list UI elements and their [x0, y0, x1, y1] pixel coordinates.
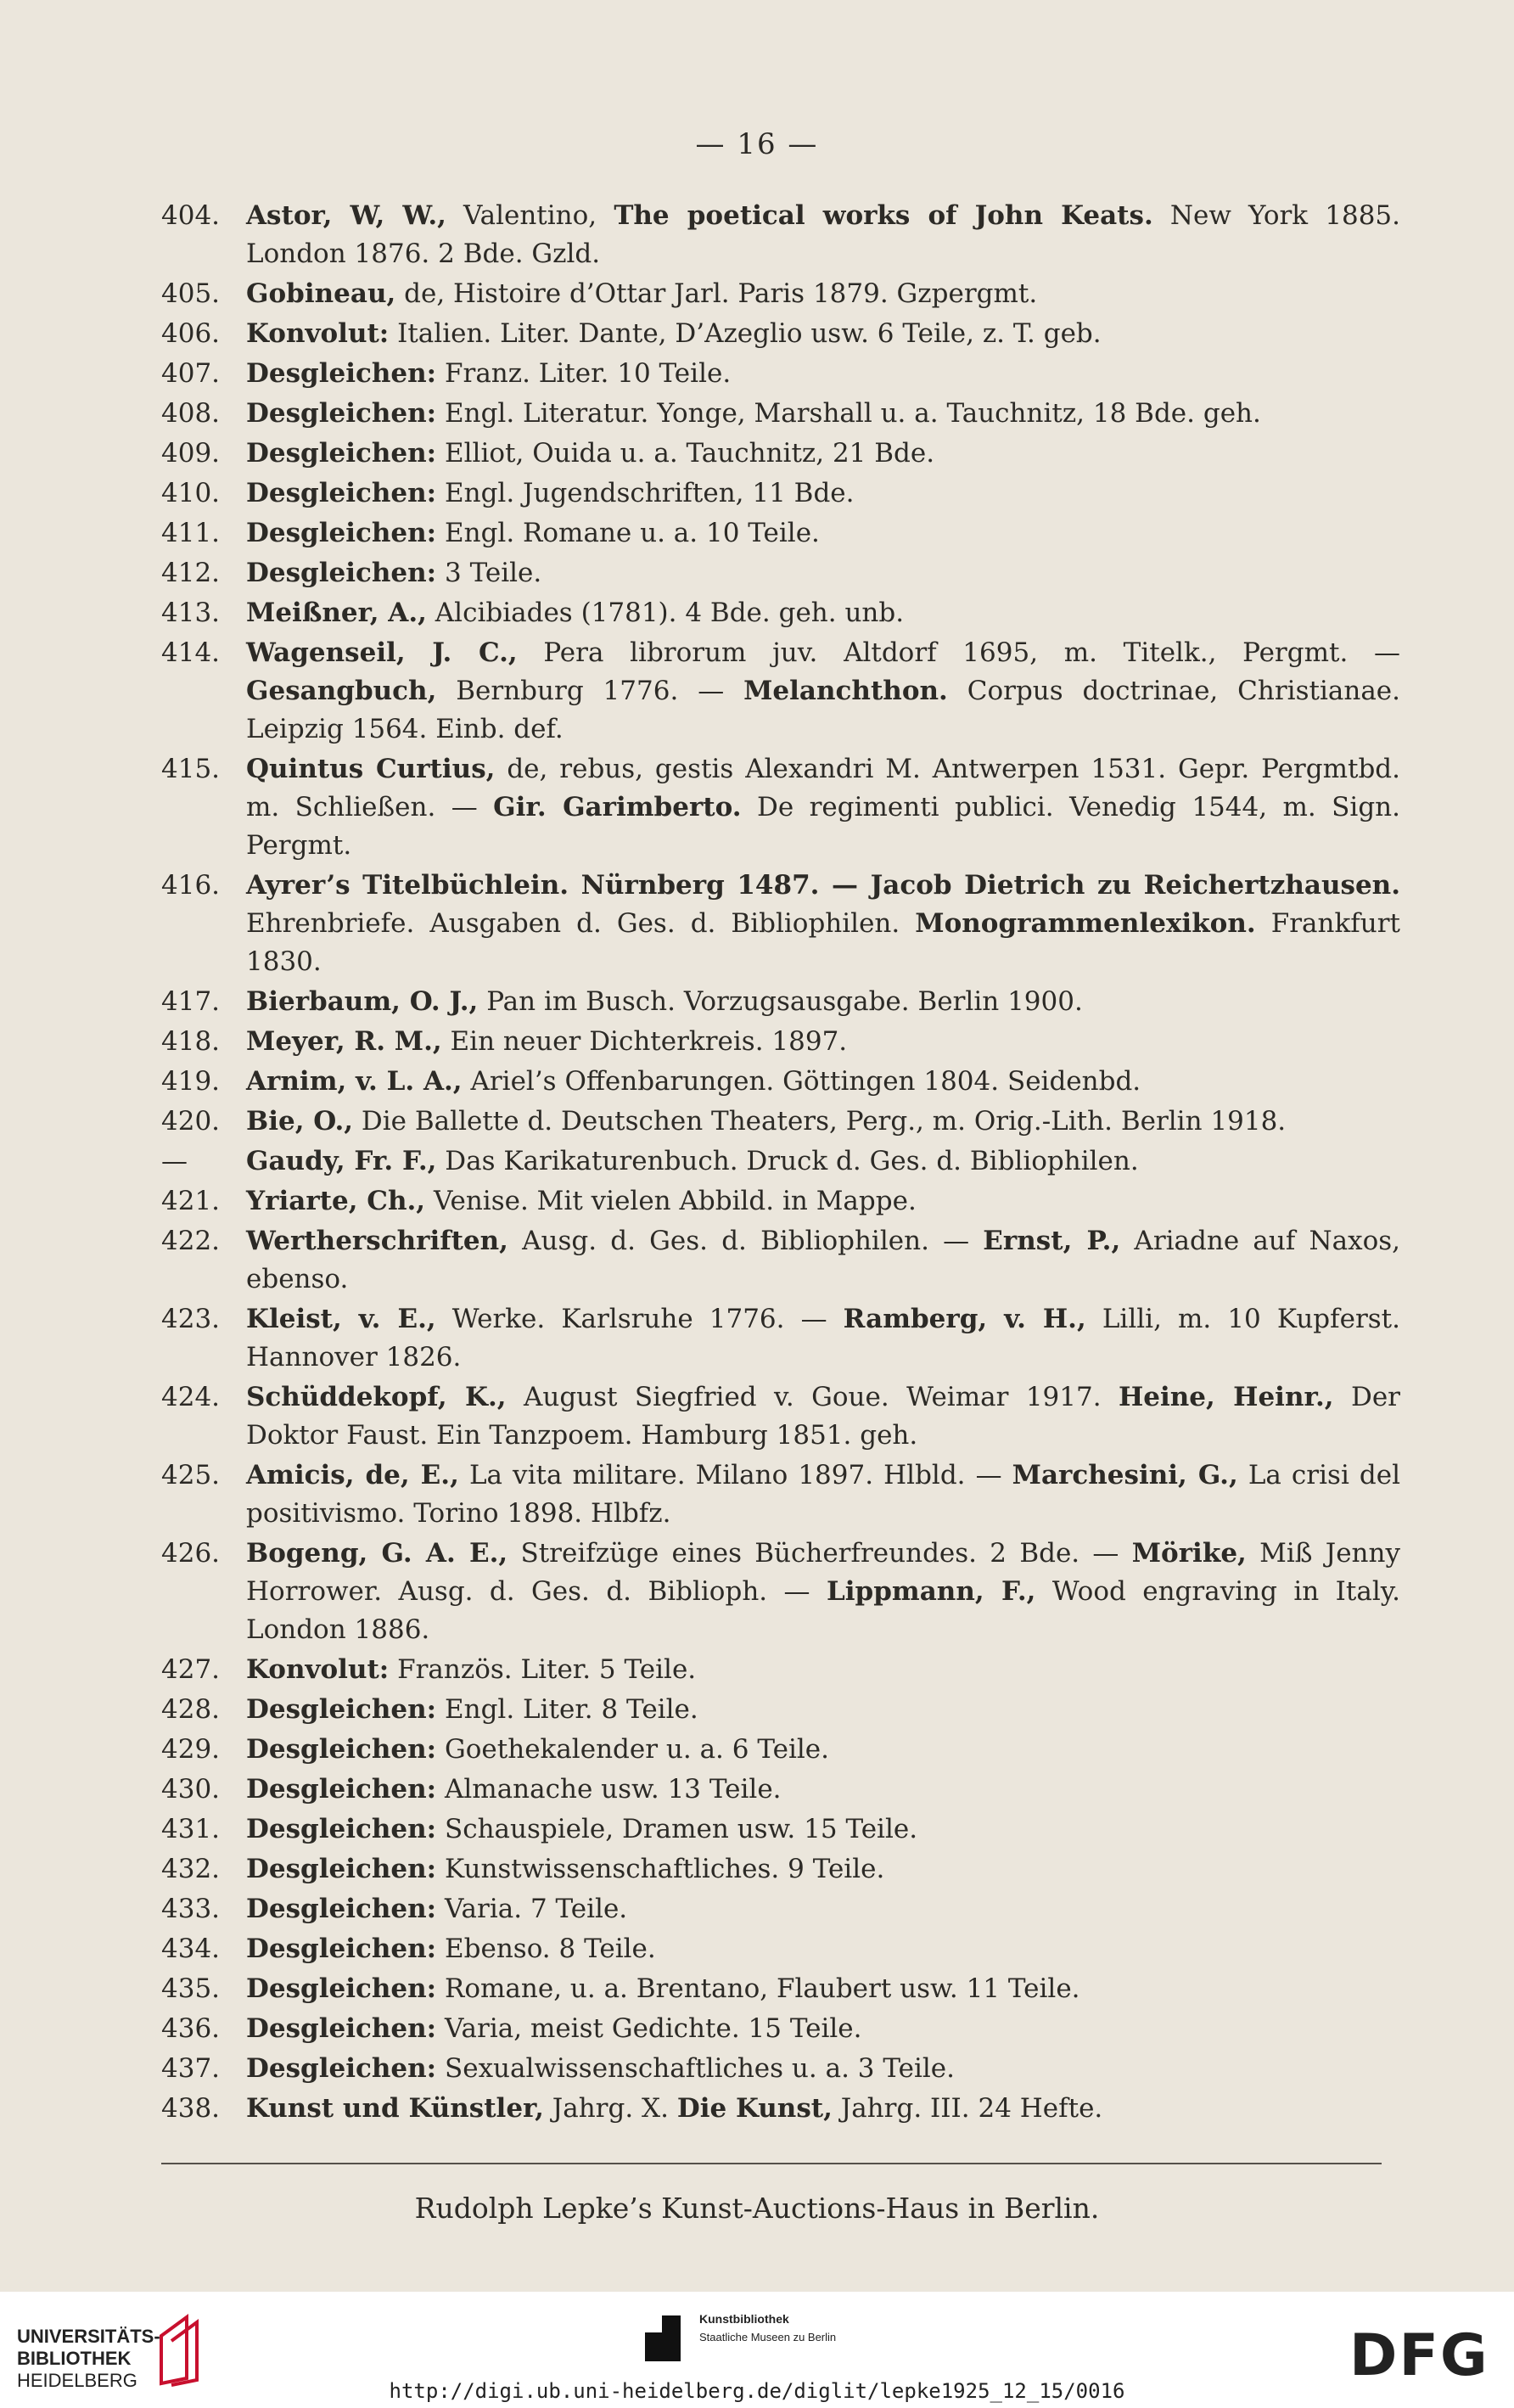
entry-segment: Valentino, — [446, 200, 614, 231]
entry-bold-segment: Kunst und Künstler, — [246, 2093, 544, 2124]
entry-segment: Französ. Liter. 5 Teile. — [389, 1654, 697, 1685]
entry-segment: Venise. Mit vielen Abbild. in Mappe. — [425, 1186, 917, 1216]
catalog-entry — [161, 867, 1400, 981]
publisher-footer: Rudolph Lepke’s Kunst-Auctions-Haus in Berlin. — [414, 2192, 1100, 2225]
entry-bold-segment: Konvolut: — [246, 1654, 390, 1685]
entry-bold-segment: Bierbaum, O. J., — [246, 986, 479, 1017]
permalink-url[interactable]: http://digi.ub.uni-heidelberg.de/diglit/lepke1925_12_15/0016 — [389, 2379, 1125, 2403]
catalog-entry — [161, 1691, 1400, 1729]
entry-segment: Ariadne auf Naxos, ebenso. — [246, 1226, 1400, 1294]
entry-bold-segment: Amicis, de, E., — [246, 1460, 459, 1490]
entry-number: 415. — [161, 754, 221, 784]
entry-segment: Varia. 7 Teile. — [436, 1894, 628, 1924]
page-number: — 16 — — [695, 127, 819, 161]
entry-segment: New York 1885. London 1876. 2 Bde. Gzld. — [246, 200, 1400, 269]
entry-number: 416. — [161, 870, 221, 901]
entry-text — [246, 315, 1400, 353]
catalog-entry — [161, 1890, 1400, 1928]
entry-segment: de, Histoire d’Ottar Jarl. Paris 1879. Gzpergmt. — [395, 278, 1038, 309]
entry-text — [246, 2010, 1400, 2048]
catalog-entry — [161, 1771, 1400, 1809]
entry-bold-segment: Bogeng, G. A. E., — [246, 1538, 508, 1569]
entry-number: 430. — [161, 1774, 221, 1805]
entry-bold-segment: Schüddekopf, K., — [246, 1382, 507, 1412]
entry-number: 424. — [161, 1382, 221, 1412]
catalog-entry — [161, 1378, 1400, 1455]
entry-number: 437. — [161, 2053, 221, 2084]
entry-segment: Frankfurt 1830. — [246, 908, 1400, 977]
entry-segment: Elliot, Ouida u. a. Tauchnitz, 21 Bde. — [436, 438, 935, 469]
entry-number: 414. — [161, 637, 221, 668]
catalog-entry — [161, 594, 1400, 632]
entry-text — [246, 1182, 1400, 1221]
entry-number: 420. — [161, 1106, 221, 1137]
entry-number: 434. — [161, 1934, 221, 1964]
entry-text — [246, 474, 1400, 513]
entry-segment: Engl. Romane u. a. 10 Teile. — [436, 518, 820, 548]
entry-number: 404. — [161, 200, 221, 231]
entry-text — [246, 1023, 1400, 1061]
entry-bold-segment: Desgleichen: — [246, 398, 437, 429]
entry-number: 438. — [161, 2093, 221, 2124]
entry-segment: Kunstwissenschaftliches. 9 Teile. — [436, 1854, 885, 1884]
entry-text — [246, 1810, 1400, 1849]
entry-text — [246, 1771, 1400, 1809]
entry-bold-segment: Kleist, v. E., — [246, 1304, 436, 1334]
catalog-entry — [161, 1930, 1400, 1968]
entry-bold-segment: Desgleichen: — [246, 478, 437, 508]
entry-bold-segment: Gesangbuch, — [246, 676, 437, 706]
kunstbibliothek-mark-icon — [645, 2315, 681, 2361]
catalog-entry — [161, 1457, 1400, 1533]
catalog-entry — [161, 1103, 1400, 1141]
entry-segment: Das Karikaturenbuch. Druck d. Ges. d. Bibliophilen. — [436, 1146, 1139, 1176]
footer-rule — [161, 2163, 1382, 2164]
entry-bold-segment: Wagenseil, J. C., — [246, 637, 518, 668]
catalog-entry — [161, 474, 1400, 513]
entry-segment: Wood engraving in Italy. London 1886. — [246, 1576, 1400, 1645]
entry-bold-segment: Yriarte, Ch., — [246, 1186, 426, 1216]
entry-text — [246, 1142, 1400, 1181]
entry-text — [246, 1300, 1400, 1377]
entry-segment: Lilli, m. 10 Kupferst. Hannover 1826. — [246, 1304, 1400, 1372]
entry-bold-segment: Lippmann, F., — [826, 1576, 1036, 1607]
entry-text — [246, 1890, 1400, 1928]
entry-text — [246, 554, 1400, 592]
entry-segment: Die Ballette d. Deutschen Theaters, Perg., m. Orig.-Lith. Berlin 1918. — [353, 1106, 1287, 1137]
kunstbibliothek-name: Kunstbibliothek — [699, 2312, 789, 2326]
entry-segment: Goethekalender u. a. 6 Teile. — [436, 1734, 829, 1765]
ub-logo-line-1: UNIVERSITÄTS- — [17, 2326, 160, 2347]
catalog-entry — [161, 395, 1400, 433]
entry-text — [246, 983, 1400, 1021]
catalog-entry — [161, 2010, 1400, 2048]
entry-segment: Ein neuer Dichterkreis. 1897. — [441, 1026, 848, 1057]
entry-segment: de, rebus, gestis Alexandri M. Antwerpen 1531. Gepr. Pergmtbd. m. Schließen. — — [246, 754, 1400, 822]
entry-text — [246, 395, 1400, 433]
entry-bold-segment: Astor, W, W., — [246, 200, 446, 231]
entry-segment: Engl. Literatur. Yonge, Marshall u. a. Tauchnitz, 18 Bde. geh. — [436, 398, 1261, 429]
catalog-entry — [161, 1182, 1400, 1221]
entry-bold-segment: Mörike, — [1131, 1538, 1247, 1569]
catalog-entry — [161, 634, 1400, 749]
entry-bold-segment: Desgleichen: — [246, 1814, 437, 1844]
entry-number: 433. — [161, 1894, 221, 1924]
entry-text — [246, 634, 1400, 749]
catalog-entry — [161, 1063, 1400, 1101]
entry-segment: August Siegfried v. Goue. Weimar 1917. — [506, 1382, 1119, 1412]
catalog-entry — [161, 1970, 1400, 2008]
entry-number: 423. — [161, 1304, 221, 1334]
entry-segment: Franz. Liter. 10 Teile. — [436, 358, 732, 389]
entry-text — [246, 750, 1400, 865]
catalog-entry — [161, 435, 1400, 473]
entry-segment: Ehrenbriefe. Ausgaben d. Ges. d. Bibliophilen. — [246, 908, 916, 939]
entry-number: 428. — [161, 1694, 221, 1725]
entry-bold-segment: Monogrammenlexikon. — [915, 908, 1256, 939]
entry-bold-segment: Desgleichen: — [246, 2013, 437, 2044]
entry-text — [246, 1457, 1400, 1533]
entry-bold-segment: Gir. Garimberto. — [493, 792, 742, 822]
catalog-entries — [161, 197, 1400, 2128]
catalog-entry — [161, 315, 1400, 353]
entry-bold-segment: Marchesini, G., — [1012, 1460, 1238, 1490]
entry-bold-segment: Heine, Heinr., — [1118, 1382, 1334, 1412]
entry-segment: 3 Teile. — [436, 558, 542, 588]
entry-number: 426. — [161, 1538, 221, 1569]
entry-number: 417. — [161, 986, 221, 1017]
entry-text — [246, 2090, 1400, 2128]
entry-text — [246, 2050, 1400, 2088]
entry-number: — — [161, 1146, 188, 1176]
entry-bold-segment: Ayrer’s Titelbüchlein. Nürnberg 1487. — Jacob Dietrich zu Reichertzhausen. — [246, 870, 1400, 901]
entry-text — [246, 1378, 1400, 1455]
entry-number: 419. — [161, 1066, 221, 1097]
entry-text — [246, 1063, 1400, 1101]
catalog-entry — [161, 1850, 1400, 1889]
entry-number: 427. — [161, 1654, 221, 1685]
entry-segment: Schauspiele, Dramen usw. 15 Teile. — [436, 1814, 918, 1844]
entry-text — [246, 1850, 1400, 1889]
entry-segment: Bernburg 1776. — — [436, 676, 744, 706]
kunstbibliothek-subtitle: Staatliche Museen zu Berlin — [699, 2331, 837, 2343]
entry-text — [246, 435, 1400, 473]
entry-bold-segment: Desgleichen: — [246, 1694, 437, 1725]
entry-number: 425. — [161, 1460, 221, 1490]
entry-segment: Sexualwissenschaftliches u. a. 3 Teile. — [436, 2053, 955, 2084]
entry-bold-segment: Desgleichen: — [246, 438, 437, 469]
catalog-entry — [161, 750, 1400, 865]
catalog-entry — [161, 275, 1400, 313]
entry-segment: Engl. Liter. 8 Teile. — [436, 1694, 698, 1725]
catalog-entry — [161, 355, 1400, 393]
catalog-entry — [161, 1651, 1400, 1689]
entry-bold-segment: Wertherschriften, — [246, 1226, 508, 1256]
entry-segment: Romane, u. a. Brentano, Flaubert usw. 11 Teile. — [436, 1973, 1080, 2004]
catalog-entry — [161, 2050, 1400, 2088]
catalog-entry — [161, 1300, 1400, 1377]
entry-segment: Almanache usw. 13 Teile. — [436, 1774, 782, 1805]
entry-number: 429. — [161, 1734, 221, 1765]
entry-number: 408. — [161, 398, 221, 429]
catalog-entry — [161, 1023, 1400, 1061]
ub-logo-line-2: BIBLIOTHEK — [17, 2348, 132, 2369]
catalog-entry — [161, 554, 1400, 592]
entry-segment: Der Doktor Faust. Ein Tanzpoem. Hamburg 1851. geh. — [246, 1382, 1400, 1451]
entry-number: 435. — [161, 1973, 221, 2004]
entry-bold-segment: Meißner, A., — [246, 598, 427, 628]
entry-segment: La vita militare. Milano 1897. Hlbld. — — [458, 1460, 1012, 1490]
entry-segment: Ebenso. 8 Teile. — [436, 1934, 656, 1964]
entry-bold-segment: Desgleichen: — [246, 1774, 437, 1805]
entry-segment: Italien. Liter. Dante, D’Azeglio usw. 6 Teile, z. T. geb. — [389, 318, 1102, 349]
entry-number: 413. — [161, 598, 221, 628]
entry-bold-segment: Gobineau, — [246, 278, 396, 309]
entry-number: 411. — [161, 518, 221, 548]
entry-text — [246, 1651, 1400, 1689]
catalog-entry — [161, 983, 1400, 1021]
entry-text — [246, 1222, 1400, 1299]
entry-bold-segment: Quintus Curtius, — [246, 754, 496, 784]
entry-text — [246, 1970, 1400, 2008]
entry-number: 409. — [161, 438, 221, 469]
entry-text — [246, 355, 1400, 393]
entry-segment: Jahrg. X. — [543, 2093, 677, 2124]
entry-bold-segment: Desgleichen: — [246, 1973, 437, 2004]
entry-bold-segment: Desgleichen: — [246, 1734, 437, 1765]
entry-text — [246, 514, 1400, 553]
entry-number: 405. — [161, 278, 221, 309]
entry-bold-segment: Die Kunst, — [676, 2093, 833, 2124]
entry-text — [246, 197, 1400, 273]
entry-number: 412. — [161, 558, 221, 588]
entry-number: 410. — [161, 478, 221, 508]
entry-text — [246, 594, 1400, 632]
entry-number: 422. — [161, 1226, 221, 1256]
catalog-entry — [161, 197, 1400, 273]
entry-segment: Jahrg. III. 24 Hefte. — [832, 2093, 1103, 2124]
entry-number: 432. — [161, 1854, 221, 1884]
entry-bold-segment: Desgleichen: — [246, 358, 437, 389]
entry-bold-segment: Ramberg, v. H., — [843, 1304, 1086, 1334]
catalog-entry — [161, 514, 1400, 553]
entry-number: 431. — [161, 1814, 221, 1844]
entry-text — [246, 275, 1400, 313]
entry-segment: Werke. Karlsruhe 1776. — — [435, 1304, 844, 1334]
ub-logo-mark-icon — [153, 2310, 212, 2387]
catalog-entry — [161, 1535, 1400, 1649]
entry-bold-segment: Melanchthon. — [743, 676, 948, 706]
entry-bold-segment: The poetical works of John Keats. — [614, 200, 1153, 231]
entry-number: 407. — [161, 358, 221, 389]
catalog-entry — [161, 1731, 1400, 1769]
entry-number: 418. — [161, 1026, 221, 1057]
entry-text — [246, 1103, 1400, 1141]
entry-segment: Ausg. d. Ges. d. Bibliophilen. — — [507, 1226, 984, 1256]
entry-bold-segment: Bie, O., — [246, 1106, 354, 1137]
catalog-entry — [161, 1222, 1400, 1299]
entry-segment: De regimenti publici. Venedig 1544, m. Sign. Pergmt. — [246, 792, 1400, 861]
dfg-logo[interactable]: DFG — [1349, 2322, 1489, 2389]
entry-bold-segment: Desgleichen: — [246, 518, 437, 548]
catalog-entry — [161, 1142, 1400, 1181]
entry-segment: Engl. Jugendschriften, 11 Bde. — [436, 478, 855, 508]
entry-bold-segment: Desgleichen: — [246, 1894, 437, 1924]
entry-text — [246, 1691, 1400, 1729]
entry-text — [246, 1930, 1400, 1968]
entry-bold-segment: Desgleichen: — [246, 1934, 437, 1964]
entry-segment: Varia, meist Gedichte. 15 Teile. — [436, 2013, 862, 2044]
entry-bold-segment: Desgleichen: — [246, 1854, 437, 1884]
entry-segment: Streifzüge eines Bücherfreundes. 2 Bde. — — [507, 1538, 1132, 1569]
entry-segment: Pera librorum juv. Altdorf 1695, m. Titelk., Pergmt. — — [517, 637, 1400, 668]
catalog-entry — [161, 2090, 1400, 2128]
entry-bold-segment: Desgleichen: — [246, 558, 437, 588]
entry-bold-segment: Konvolut: — [246, 318, 390, 349]
entry-number: 406. — [161, 318, 221, 349]
entry-segment: La crisi del positivismo. Torino 1898. Hlbfz. — [246, 1460, 1400, 1529]
entry-segment: Alcibiades (1781). 4 Bde. geh. unb. — [426, 598, 905, 628]
entry-segment: Corpus doctrinae, Christianae. Leipzig 1564. Einb. def. — [246, 676, 1400, 744]
entry-segment: Ariel’s Offenbarungen. Göttingen 1804. Seidenbd. — [462, 1066, 1141, 1097]
entry-bold-segment: Gaudy, Fr. F., — [246, 1146, 437, 1176]
entry-bold-segment: Meyer, R. M., — [246, 1026, 442, 1057]
entry-segment: Miß Jenny Horrower. Ausg. d. Ges. d. Biblioph. — — [246, 1538, 1400, 1607]
entry-bold-segment: Arnim, v. L. A., — [246, 1066, 463, 1097]
entry-text — [246, 867, 1400, 981]
entry-segment: Pan im Busch. Vorzugsausgabe. Berlin 1900. — [478, 986, 1083, 1017]
entry-bold-segment: Ernst, P., — [983, 1226, 1121, 1256]
ub-logo-line-3: HEIDELBERG — [17, 2370, 137, 2391]
entry-number: 436. — [161, 2013, 221, 2044]
entry-text — [246, 1535, 1400, 1649]
entry-number: 421. — [161, 1186, 221, 1216]
entry-text — [246, 1731, 1400, 1769]
catalog-entry — [161, 1810, 1400, 1849]
entry-bold-segment: Desgleichen: — [246, 2053, 437, 2084]
